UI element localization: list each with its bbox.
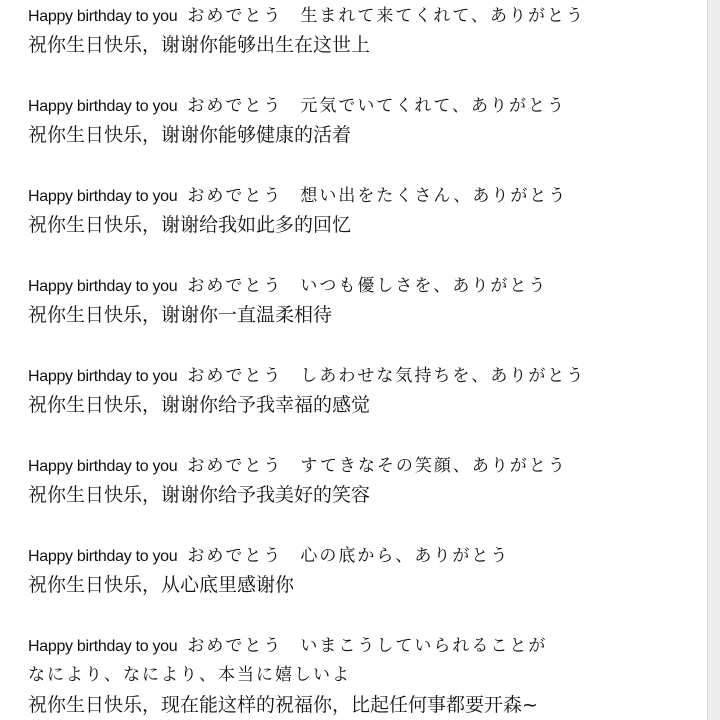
chinese-line: 祝你生日快乐，谢谢你给予我美好的笑容	[28, 484, 371, 506]
chinese-line: 祝你生日快乐，从心底里感谢你	[28, 574, 295, 596]
english-phrase: Happy birthday to you	[28, 188, 178, 205]
lyrics-document	[28, 0, 708, 720]
stanza-4	[28, 270, 708, 330]
japanese-lyric: 心の底から、ありがとう	[300, 546, 510, 566]
greeting-text: おめでとう	[187, 366, 283, 386]
chinese-line: 祝你生日快乐，谢谢你给予我幸福的感觉	[28, 394, 371, 416]
english-phrase: Happy birthday to you	[28, 278, 178, 295]
greeting-text: おめでとう	[187, 96, 283, 116]
chinese-line: 祝你生日快乐，谢谢你能够健康的活着	[28, 124, 352, 146]
japanese-line	[28, 540, 708, 570]
stanza-2	[28, 90, 708, 150]
japanese-lyric: いまこうしていられることが	[300, 636, 548, 656]
chinese-line: 祝你生日快乐，现在能这样的祝福你，比起任何事都要开森~	[28, 694, 538, 716]
stanza-6	[28, 450, 708, 510]
chinese-line: 祝你生日快乐，谢谢你能够出生在这世上	[28, 34, 371, 56]
stanza-7	[28, 540, 708, 600]
window-right-edge	[707, 0, 720, 720]
japanese-lyric: すてきなその笑顔、ありがとう	[300, 456, 567, 476]
japanese-lyric: 生まれて来てくれて、ありがとう	[300, 6, 586, 26]
japanese-lyric: 想い出をたくさん、ありがとう	[300, 186, 568, 206]
greeting-text: おめでとう	[187, 636, 283, 656]
english-phrase: Happy birthday to you	[28, 458, 178, 475]
stanza-1	[28, 0, 708, 60]
stanza-8	[28, 630, 708, 720]
japanese-line	[28, 450, 708, 480]
japanese-lyric: いつも優しさを、ありがとう	[300, 276, 548, 296]
stanza-5	[28, 360, 708, 420]
english-phrase: Happy birthday to you	[28, 548, 178, 565]
japanese-line	[28, 360, 708, 390]
greeting-text: おめでとう	[187, 276, 283, 296]
greeting-text: おめでとう	[187, 186, 283, 206]
chinese-line: 祝你生日快乐，谢谢你一直温柔相待	[28, 304, 333, 326]
english-phrase: Happy birthday to you	[28, 98, 178, 115]
japanese-line	[28, 180, 708, 210]
chinese-line: 祝你生日快乐，谢谢给我如此多的回忆	[28, 214, 352, 236]
greeting-text: おめでとう	[187, 456, 283, 476]
greeting-text: おめでとう	[187, 6, 283, 26]
japanese-line	[28, 630, 708, 660]
japanese-line	[28, 0, 708, 30]
japanese-line	[28, 270, 708, 300]
english-phrase: Happy birthday to you	[28, 8, 178, 25]
stanza-3	[28, 180, 708, 240]
greeting-text: おめでとう	[187, 546, 283, 566]
japanese-lyric: 元気でいてくれて、ありがとう	[300, 96, 567, 116]
japanese-line-continued: なにより、なにより、本当に嬉しいよ	[28, 665, 351, 685]
japanese-line	[28, 90, 708, 120]
english-phrase: Happy birthday to you	[28, 368, 178, 385]
english-phrase: Happy birthday to you	[28, 638, 178, 655]
japanese-lyric: しあわせな気持ちを、ありがとう	[300, 366, 586, 386]
